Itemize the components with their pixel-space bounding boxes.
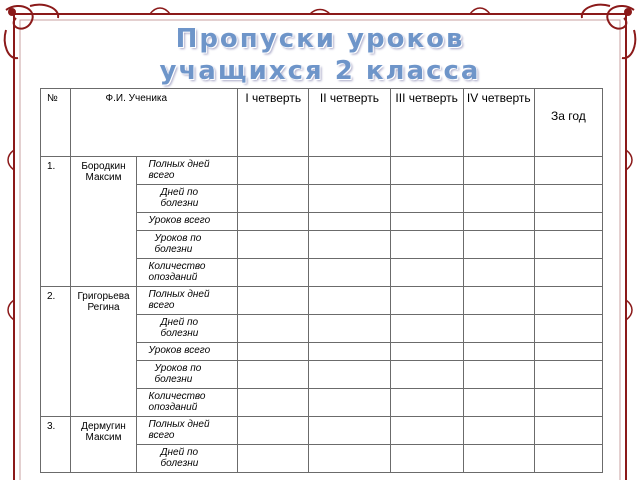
cell-q4 bbox=[463, 361, 534, 389]
cell-year bbox=[534, 185, 602, 213]
cell-year bbox=[534, 315, 602, 343]
cell-q4 bbox=[463, 389, 534, 417]
cell-year bbox=[534, 213, 602, 231]
cell-q2 bbox=[309, 343, 390, 361]
cell-year bbox=[534, 361, 602, 389]
student-name: Бородкин Максим bbox=[71, 157, 136, 287]
cell-q1 bbox=[238, 157, 309, 185]
cell-q3 bbox=[390, 389, 463, 417]
metric-label: Дней по болезни bbox=[136, 185, 238, 213]
cell-q3 bbox=[390, 287, 463, 315]
cell-q2 bbox=[309, 185, 390, 213]
absence-table bbox=[40, 88, 603, 473]
header-quarter-2: II четверть bbox=[309, 89, 390, 157]
metric-label: Уроков всего bbox=[136, 213, 238, 231]
cell-year bbox=[534, 259, 602, 287]
metric-label: Полных дней всего bbox=[136, 287, 238, 315]
cell-q3 bbox=[390, 445, 463, 473]
cell-q2 bbox=[309, 389, 390, 417]
corner-flourish-top-left bbox=[5, 5, 58, 58]
cell-q4 bbox=[463, 343, 534, 361]
cell-q3 bbox=[390, 185, 463, 213]
cell-q1 bbox=[238, 445, 309, 473]
cell-q1 bbox=[238, 361, 309, 389]
top-ornaments bbox=[150, 8, 490, 14]
cell-q4 bbox=[463, 157, 534, 185]
metric-label: Полных дней всего bbox=[136, 417, 238, 445]
metric-label: Уроков по болезни bbox=[136, 231, 238, 259]
cell-q3 bbox=[390, 157, 463, 185]
metric-label: Дней по болезни bbox=[136, 315, 238, 343]
cell-q3 bbox=[390, 213, 463, 231]
cell-year bbox=[534, 417, 602, 445]
metric-label: Полных дней всего bbox=[136, 157, 238, 185]
cell-year bbox=[534, 231, 602, 259]
student-num: 2. bbox=[41, 287, 71, 417]
metric-label: Уроков всего bbox=[136, 343, 238, 361]
cell-q4 bbox=[463, 315, 534, 343]
page-title-line-2: учащихся 2 класса bbox=[159, 56, 481, 86]
cell-q4 bbox=[463, 445, 534, 473]
cell-q3 bbox=[390, 361, 463, 389]
cell-q2 bbox=[309, 157, 390, 185]
cell-year bbox=[534, 287, 602, 315]
cell-q2 bbox=[309, 417, 390, 445]
cell-q1 bbox=[238, 417, 309, 445]
metric-label: Количество опозданий bbox=[136, 259, 238, 287]
metric-label: Количество опозданий bbox=[136, 389, 238, 417]
student-name: Дермугин Максим bbox=[71, 417, 136, 473]
student-name: Григорьева Регина bbox=[71, 287, 136, 417]
cell-q1 bbox=[238, 259, 309, 287]
cell-q4 bbox=[463, 287, 534, 315]
cell-q3 bbox=[390, 417, 463, 445]
cell-q1 bbox=[238, 231, 309, 259]
student-num: 1. bbox=[41, 157, 71, 287]
cell-q4 bbox=[463, 231, 534, 259]
cell-q2 bbox=[309, 231, 390, 259]
page-title-line-1: Пропуски уроков bbox=[175, 24, 465, 54]
cell-year bbox=[534, 389, 602, 417]
cell-q2 bbox=[309, 361, 390, 389]
cell-q1 bbox=[238, 343, 309, 361]
corner-flourish-top-right bbox=[582, 5, 635, 58]
header-num: № bbox=[41, 89, 71, 157]
cell-q3 bbox=[390, 231, 463, 259]
header-quarter-4: IV четверть bbox=[463, 89, 534, 157]
cell-q4 bbox=[463, 213, 534, 231]
cell-q1 bbox=[238, 287, 309, 315]
cell-q3 bbox=[390, 343, 463, 361]
header-name: Ф.И. Ученика bbox=[71, 89, 238, 157]
table-row bbox=[41, 157, 603, 185]
metric-label: Уроков по болезни bbox=[136, 361, 238, 389]
header-row bbox=[41, 89, 603, 157]
table-row bbox=[41, 287, 603, 315]
cell-q2 bbox=[309, 315, 390, 343]
header-quarter-1: I четверть bbox=[238, 89, 309, 157]
cell-q2 bbox=[309, 213, 390, 231]
cell-q2 bbox=[309, 445, 390, 473]
metric-label: Дней по болезни bbox=[136, 445, 238, 473]
cell-q4 bbox=[463, 417, 534, 445]
cell-q4 bbox=[463, 259, 534, 287]
cell-q3 bbox=[390, 315, 463, 343]
cell-q3 bbox=[390, 259, 463, 287]
cell-year bbox=[534, 445, 602, 473]
student-num: 3. bbox=[41, 417, 71, 473]
cell-q2 bbox=[309, 259, 390, 287]
cell-year bbox=[534, 157, 602, 185]
cell-q2 bbox=[309, 287, 390, 315]
cell-q1 bbox=[238, 185, 309, 213]
table-row bbox=[41, 417, 603, 445]
cell-q1 bbox=[238, 389, 309, 417]
cell-q1 bbox=[238, 213, 309, 231]
cell-q1 bbox=[238, 315, 309, 343]
cell-year bbox=[534, 343, 602, 361]
cell-q4 bbox=[463, 185, 534, 213]
header-year: За год bbox=[534, 89, 602, 157]
header-quarter-3: III четверть bbox=[390, 89, 463, 157]
